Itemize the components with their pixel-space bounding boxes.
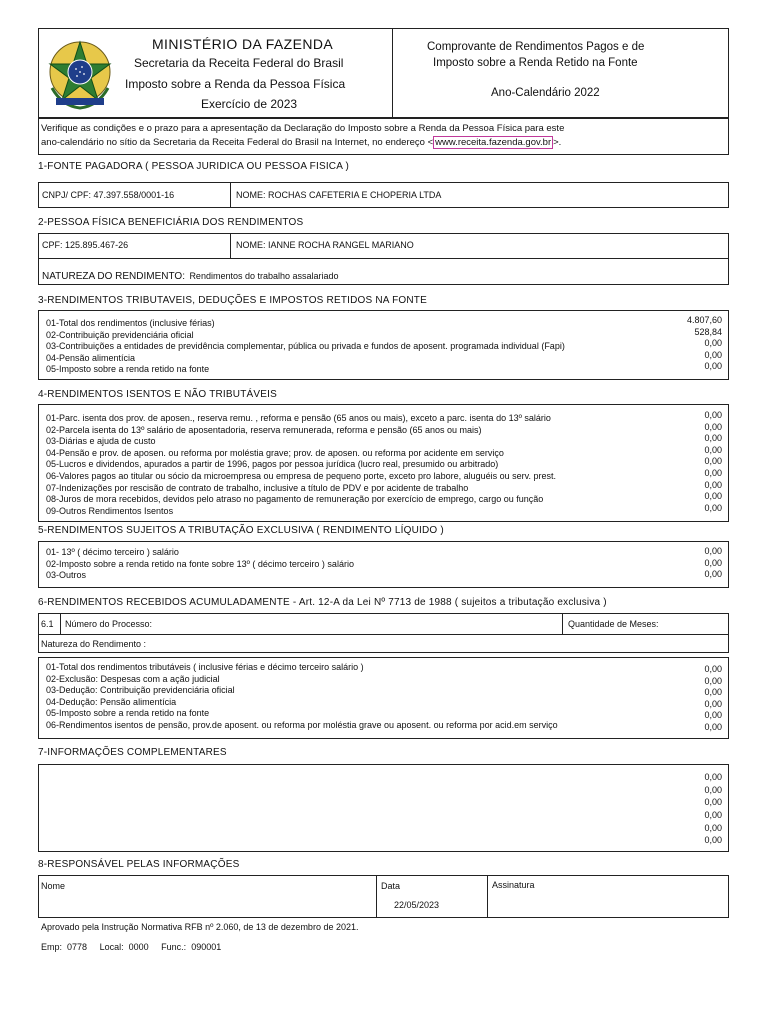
ministry-title: MINISTÉRIO DA FAZENDA (152, 36, 334, 52)
cpf-value: 125.895.467-26 (65, 240, 129, 250)
list-item: 02-Parcela isenta do 13º salário de aposentadoria, reserva remunerada, reforma e pensão (65 anos ou mais) (46, 424, 482, 435)
section2-title: 2-PESSOA FÍSICA BENEFICIÁRIA DOS RENDIMENTOS (38, 217, 304, 228)
notice-line2-text: ano-calendário no sítio da Secretaria da Receita Federal do Brasil na Internet, no endereço < (41, 137, 434, 148)
tax-name: Imposto sobre a Renda da Pessoa Física (125, 77, 346, 91)
value-cell: 0,00 (704, 546, 722, 556)
list-item: 03-Outros (46, 570, 87, 581)
list-item: 02-Exclusão: Despesas com a ação judicial (46, 673, 220, 684)
section7-title: 7-INFORMAÇÕES COMPLEMENTARES (38, 747, 227, 758)
payer-name (236, 190, 441, 200)
value-cell: 0,00 (704, 772, 722, 782)
value-cell: 0,00 (704, 784, 722, 795)
list-item: 05-Imposto sobre a renda retido na fonte (46, 364, 210, 375)
value-cell: 0,00 (704, 835, 722, 846)
section8-title: 8-RESPONSÁVEL PELAS INFORMAÇÕES (38, 859, 240, 870)
value-cell: 0,00 (704, 664, 722, 674)
value-cell: 0,00 (704, 721, 722, 732)
value-cell: 0,00 (704, 467, 722, 478)
value-cell: 0,00 (704, 557, 722, 568)
list-item: 03-Diárias e ajuda de custo (46, 436, 156, 447)
value-cell: 0,00 (704, 822, 722, 833)
beneficiary-name (236, 240, 414, 250)
list-item: 03-Dedução: Contribuição previdenciária oficial (46, 685, 235, 696)
section4-title: 4-RENDIMENTOS ISENTOS E NÃO TRIBUTÁVEIS (38, 389, 277, 400)
income-nature-value: Rendimentos do trabalho assalariado (189, 271, 339, 281)
notice-line2-end: >. (553, 137, 562, 148)
emp-value: 0778 (67, 942, 88, 952)
list-item: 06-Rendimentos isentos de pensão, prov.de aposent. ou reforma por moléstia grave ou aposent. ou reforma por acid.em serviço (46, 719, 558, 730)
document-title-line2: Imposto sobre a Renda Retido na Fonte (433, 57, 638, 69)
value-cell: 0,00 (704, 444, 722, 455)
responsible-date: 22/05/2023 (394, 900, 440, 910)
signature-label: Assinatura (492, 880, 535, 890)
document-title-line1: Comprovante de Rendimentos Pagos e de (427, 41, 645, 53)
value-cell: 0,00 (704, 479, 722, 490)
list-item: 03-Contribuições a entidades de previdência complementar, pública ou privada e fundos de aposent. programada individual (Fapi) (46, 341, 565, 352)
list-item: 02-Imposto sobre a renda retido na fonte sobre 13º ( décimo terceiro ) salário (46, 558, 354, 569)
local-label: Local: (99, 942, 124, 952)
value-cell: 0,00 (704, 797, 722, 808)
value-cell: 0,00 (704, 675, 722, 686)
item-number: 6.1 (41, 619, 54, 629)
value-cell: 528,84 (694, 326, 722, 337)
receita-url-link[interactable]: www.receita.fazenda.gov.br (435, 137, 552, 148)
list-item: 01-Parc. isenta dos prov. de aposen., reserva remu. , reforma e pensão (65 anos ou mais), exceto a parc. isenta do 13º salário (46, 413, 551, 423)
coat-of-arms (42, 36, 118, 112)
value-cell: 0,00 (704, 338, 722, 349)
beneficiary-cpf (42, 240, 128, 250)
list-item: 05-Lucros e dividendos, apurados a partir de 1996, pagos por pessoa jurídica (lucro real, presumido ou arbitrado) (46, 459, 499, 470)
accumulated-income-rows (46, 662, 558, 732)
section3-title: 3-RENDIMENTOS TRIBUTAVEIS, DEDUÇÕES E IMPOSTOS RETIDOS NA FONTE (38, 295, 427, 306)
list-item: 04-Pensão alimentícia (46, 352, 136, 363)
exclusive-taxation-rows (46, 547, 354, 582)
func-label: Func.: (161, 942, 187, 952)
responsible-name-label: Nome (41, 881, 66, 891)
payer-name-value: ROCHAS CAFETERIA E CHOPERIA LTDA (268, 190, 442, 200)
value-cell: 0,00 (704, 421, 722, 432)
value-cell: 0,00 (704, 433, 722, 444)
complementary-info-values (704, 771, 722, 847)
complementary-info-box (38, 764, 729, 852)
value-cell: 0,00 (704, 569, 722, 580)
beneficiary-name-label: NOME: (236, 240, 266, 250)
exempt-income-rows (46, 413, 556, 517)
payer-name-label: NOME: (236, 190, 266, 200)
exclusive-taxation-values (704, 546, 722, 581)
months-quantity-label: Quantidade de Meses: (568, 619, 659, 629)
value-cell: 0,00 (704, 698, 722, 709)
list-item: 06-Valores pagos ao titular ou sócio da microempresa ou empresa de pequeno porte, exceto pro labore, aluguéis ou serv. prest. (46, 470, 556, 481)
approval-note: Aprovado pela Instrução Normativa RFB nº 2.060, de 13 de dezembro de 2021. (41, 922, 359, 932)
list-item: 02-Contribuição previdenciária oficial (46, 329, 194, 340)
local-value: 0000 (128, 942, 149, 952)
func-value: 090001 (191, 942, 222, 952)
value-cell: 0,00 (704, 687, 722, 698)
list-item: 01-Total dos rendimentos (inclusive férias) (46, 318, 215, 328)
value-cell: 0,00 (704, 491, 722, 502)
income-nature-label: NATUREZA DO RENDIMENTO: (42, 271, 185, 282)
value-cell: 0,00 (704, 349, 722, 360)
section5-title: 5-RENDIMENTOS SUJEITOS A TRIBUTAÇÃO EXCLUSIVA ( RENDIMENTO LÍQUIDO ) (38, 525, 444, 536)
section6-title: 6-RENDIMENTOS RECEBIDOS ACUMULADAMENTE - Art. 12-A da Lei Nº 7713 de 1988 ( sujeitos a tributação exclusiva ) (38, 597, 607, 608)
calendar-year: Ano-Calendário 2022 (491, 87, 600, 99)
exempt-income-values (704, 410, 722, 514)
value-cell: 0,00 (704, 502, 722, 513)
notice-line1: Verifique as condições e o prazo para a apresentação da Declaração do Imposto sobre a Renda da Pessoa Física para este (41, 123, 565, 134)
taxable-income-values (687, 315, 722, 373)
beneficiary-name-value: IANNE ROCHA RANGEL MARIANO (268, 240, 414, 250)
value-cell: 0,00 (704, 361, 722, 372)
value-cell: 4.807,60 (686, 315, 722, 325)
cnpj-value: 47.397.558/0001-16 (93, 190, 175, 200)
list-item: 09-Outros Rendimentos Isentos (46, 505, 174, 516)
accumulated-income-values (704, 664, 722, 734)
list-item: 08-Juros de mora recebidos, devidos pelo atraso no pagamento de remuneração por exercício de emprego, cargo ou função (46, 494, 544, 505)
footer-codes (41, 942, 221, 952)
list-item: 01- 13º ( décimo terceiro ) salário (46, 547, 179, 557)
value-cell: 0,00 (704, 410, 722, 420)
list-item: 04-Pensão e prov. de aposen. ou reforma por moléstia grave; prov. de aposen. ou reforma por acidente em serviço (46, 447, 504, 458)
responsible-date-label: Data (381, 881, 401, 891)
payer-cnpj (42, 190, 174, 200)
exercise-year: Exercício de 2023 (201, 97, 298, 111)
cpf-label: CPF: (42, 240, 63, 250)
cnpj-label: CNPJ/ CPF: (42, 190, 92, 200)
list-item: 05-Imposto sobre a renda retido na fonte (46, 708, 210, 719)
process-number-label: Número do Processo: (65, 619, 153, 629)
list-item: 01-Total dos rendimentos tributáveis ( inclusive férias e décimo terceiro salário ) (46, 662, 364, 672)
taxable-income-rows (46, 318, 565, 376)
list-item: 04-Dedução: Pensão alimentícia (46, 696, 177, 707)
secretariat-name: Secretaria da Receita Federal do Brasil (134, 56, 344, 70)
section1-title: 1-FONTE PAGADORA ( PESSOA JURIDICA OU PESSOA FISICA ) (38, 161, 350, 172)
value-cell: 0,00 (704, 710, 722, 721)
accumulated-nature-label: Natureza do Rendimento : (41, 639, 147, 649)
notice-line2 (41, 137, 561, 148)
list-item: 07-Indenizações por rescisão de contrato de trabalho, inclusive a título de PDV e por acidente de trabalho (46, 482, 469, 493)
value-cell: 0,00 (704, 456, 722, 467)
emp-label: Emp: (41, 942, 63, 952)
income-nature (42, 266, 339, 284)
value-cell: 0,00 (704, 810, 722, 821)
